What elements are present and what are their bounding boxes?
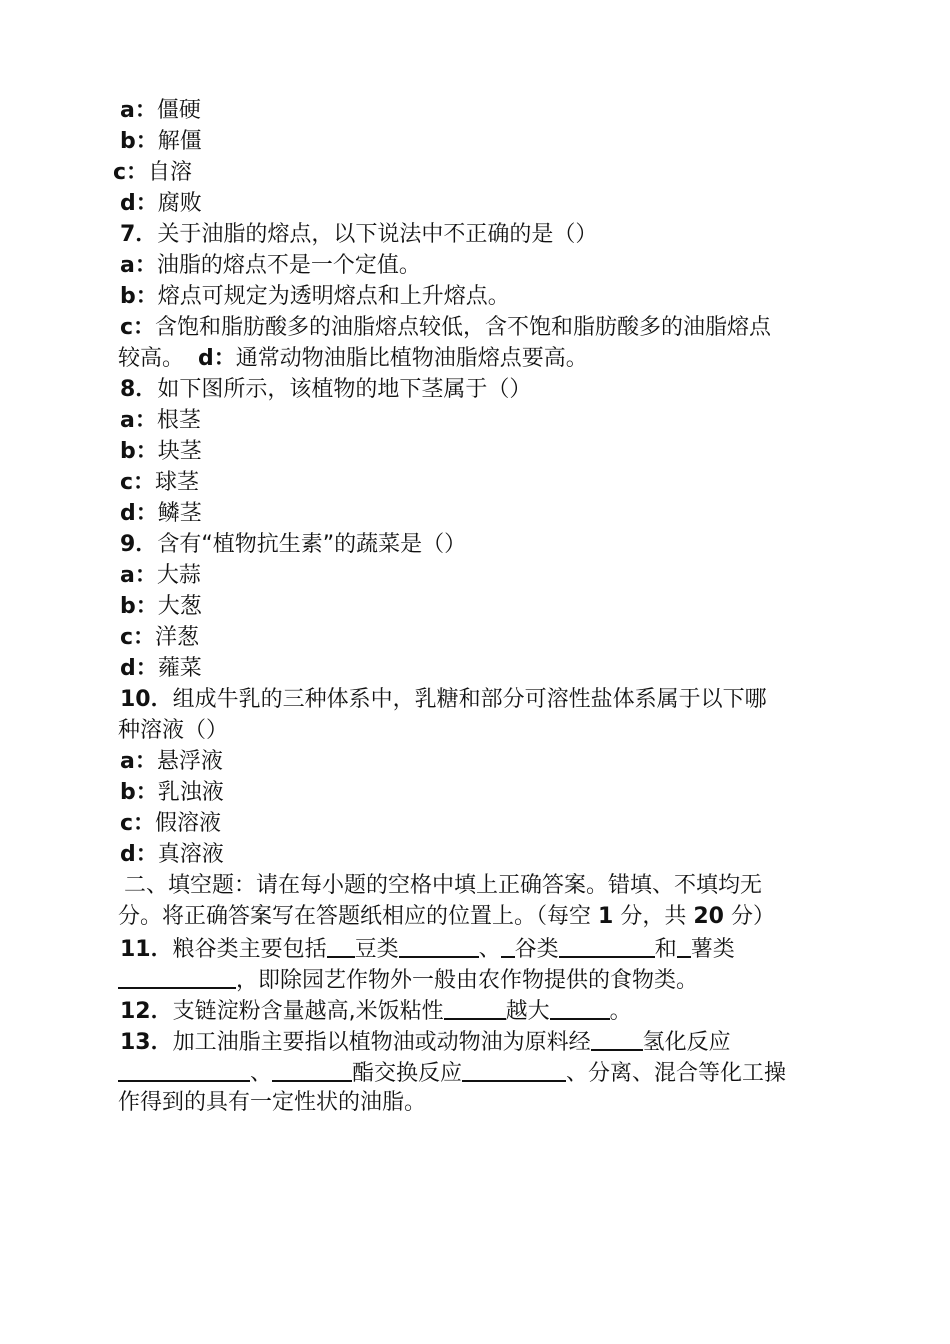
q13-answer-1: 氢化反应 [642,1030,731,1055]
q10-option-a: a：悬浮液 [120,749,223,774]
q11-answer-3: 薯类 [690,937,735,962]
q6-option-d: d：腐败 [120,191,202,216]
q9-option-c: c：洋葱 [120,625,200,650]
q13-blank-2 [462,1056,566,1082]
section2-heading-line2: 分。将正确答案写在答题纸相应的位置上。（每空 1 分，共 20 分） [118,904,775,929]
q11-answer-2: 谷类 [514,937,559,962]
q8-option-a: a：根茎 [120,408,201,433]
q11-line1: 11．粮谷类主要包括 豆类 、 谷类 和 薯类 [120,932,840,963]
q8-option-d: d：鳞茎 [120,501,202,526]
q6-option-a: a：僵硬 [120,98,201,123]
q11-blank-pre1 [327,932,355,958]
q13-answer-2: 酯交换反应 [352,1061,463,1086]
q7-stem: 7．关于油脂的熔点，以下说法中不正确的是（） [120,222,598,247]
q10-stem-line1: 10．组成牛乳的三种体系中，乳糖和部分可溶性盐体系属于以下哪 [120,687,767,712]
q7-option-c-cont-and-d: 较高。 d：通常动物油脂比植物油脂熔点要高。 [118,346,588,371]
q10-option-c: c：假溶液 [120,811,222,836]
q12-line: 12．支链淀粉含量越高,米饭粘性 越大 。 [120,994,840,1025]
q11-blank-3 [118,963,236,989]
q8-option-c: c：球茎 [120,470,200,495]
q11-blank-pre3 [677,932,691,958]
q7-option-b: b：熔点可规定为透明熔点和上升熔点。 [120,284,510,309]
q10-option-b: b：乳浊液 [120,780,224,805]
q10-option-d: d：真溶液 [120,842,224,867]
q7-option-c: c：含饱和脂肪酸多的油脂熔点较低，含不饱和脂肪酸多的油脂熔点 [120,315,772,340]
q8-option-b: b：块茎 [120,439,202,464]
section2-heading-line1: 二、填空题：请在每小题的空格中填上正确答案。错填、不填均无 [124,873,763,898]
q8-stem: 8．如下图所示，该植物的地下茎属于（） [120,377,532,402]
q13-line1: 13．加工油脂主要指以植物油或动物油为原料经 氢化反应 [120,1025,840,1056]
q9-option-b: b：大葱 [120,594,202,619]
q12-blank-pre [444,994,506,1020]
q10-stem-line2: 种溶液（） [118,718,229,743]
q6-option-c: c：自溶 [113,160,193,185]
q12-blank-1 [550,994,610,1020]
q12-answer-1: 越大 [505,999,550,1024]
q13-blank-pre2 [272,1056,352,1082]
q13-blank-1 [118,1056,250,1082]
q13-line3: 作得到的具有一定性状的油脂。 [118,1090,427,1115]
q11-blank-pre2 [501,932,515,958]
q11-answer-1: 豆类 [354,937,399,962]
q11-blank-2 [559,932,655,958]
q9-option-d: d：蕹菜 [120,656,202,681]
q6-option-b: b：解僵 [120,129,202,154]
q11-blank-1 [399,932,479,958]
q13-line2: 、 酯交换反应 、分离、混合等化工操 [118,1056,838,1087]
q11-line2: ，即除园艺作物外一般由农作物提供的食物类。 [118,963,838,994]
q13-blank-pre1 [591,1025,643,1051]
q9-stem: 9．含有“植物抗生素”的蔬菜是（） [120,532,467,557]
q7-option-a: a：油脂的熔点不是一个定值。 [120,253,421,278]
q9-option-a: a：大蒜 [120,563,201,588]
